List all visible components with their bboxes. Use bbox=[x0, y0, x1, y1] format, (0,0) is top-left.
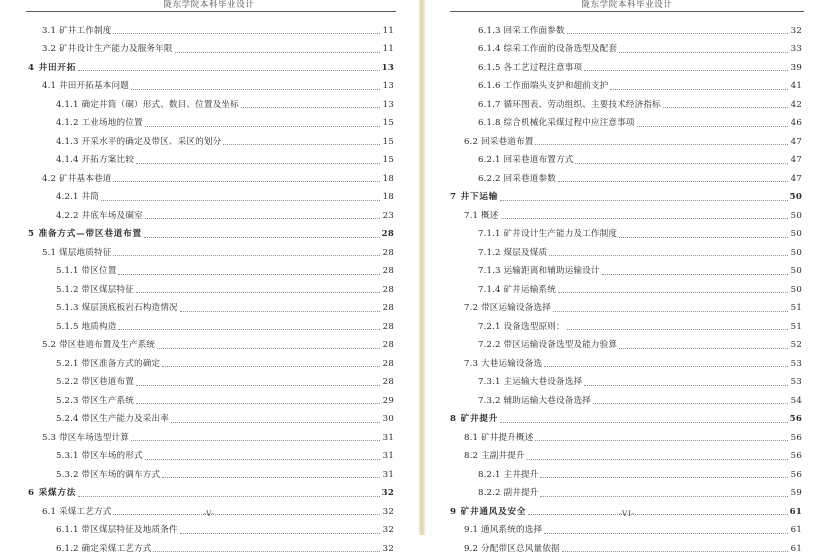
toc-entry[interactable] bbox=[28, 74, 394, 93]
toc-leader-dots bbox=[567, 328, 788, 330]
toc-entry[interactable] bbox=[28, 370, 394, 389]
toc-leader-dots bbox=[535, 143, 788, 145]
toc-leader-dots bbox=[145, 125, 380, 127]
toc-entry[interactable] bbox=[28, 388, 394, 407]
toc-leader-dots bbox=[544, 365, 788, 367]
toc-entry-page-number: 31 bbox=[382, 432, 394, 443]
toc-entry-page-number: 47 bbox=[790, 155, 802, 165]
toc-entry[interactable] bbox=[450, 370, 802, 389]
toc-entry[interactable] bbox=[28, 333, 394, 352]
toc-entry-page-number: 28 bbox=[381, 229, 394, 239]
toc-entry-title: 6.1.1 带区煤层特征及地质条件 bbox=[56, 525, 178, 535]
toc-entry-page-number: 51 bbox=[790, 321, 802, 332]
toc-entry-title: 7.1.1 矿井设计生产能力及工作制度 bbox=[478, 229, 618, 239]
toc-entry-title: 5.2 带区巷道布置及生产系统 bbox=[42, 340, 156, 350]
toc-entry-title: 8.2.2 副井提升 bbox=[478, 488, 539, 498]
toc-leader-dots bbox=[153, 550, 380, 552]
toc-leader-dots bbox=[223, 143, 380, 145]
toc-entry[interactable] bbox=[450, 148, 802, 167]
toc-entry-page-number: 28 bbox=[382, 340, 394, 350]
toc-entry-title: 5.1.2 带区煤层特征 bbox=[56, 284, 134, 295]
toc-entry-page-number: 11 bbox=[382, 44, 394, 54]
toc-entry-title: 7.2 带区运输设备选择 bbox=[464, 303, 551, 313]
toc-leader-dots bbox=[162, 365, 380, 367]
toc-entry-title: 6.1.4 综采工作面的设备选型及配套 bbox=[478, 44, 618, 54]
toc-leader-dots bbox=[540, 495, 788, 497]
toc-entry[interactable] bbox=[28, 259, 394, 278]
toc-entry-title: 7.1 概述 bbox=[464, 210, 499, 221]
toc-entry-page-number: 51 bbox=[790, 303, 802, 313]
toc-entry-title: 6 采煤方法 bbox=[28, 488, 77, 498]
toc-entry-title: 6.1.6 工作面端头支护和超前支护 bbox=[478, 81, 609, 91]
toc-entry-title: 7.2.2 带区运输设备选型及能力验算 bbox=[478, 340, 618, 350]
toc-entry[interactable] bbox=[450, 111, 802, 130]
header-rule-left bbox=[26, 11, 396, 12]
toc-leader-dots bbox=[540, 476, 788, 478]
toc-entry-title: 4.2.1 井筒 bbox=[56, 192, 99, 202]
toc-leader-dots bbox=[558, 291, 788, 293]
toc-leader-dots bbox=[593, 402, 788, 404]
toc-entry[interactable] bbox=[28, 296, 394, 315]
toc-leader-dots bbox=[136, 402, 380, 404]
toc-entry[interactable] bbox=[450, 18, 802, 37]
toc-entry-page-number: 32 bbox=[382, 506, 394, 517]
toc-entry-title: 8.2 主副井提升 bbox=[464, 451, 525, 461]
toc-entry-page-number: 15 bbox=[382, 136, 394, 147]
toc-entry-page-number: 50 bbox=[790, 247, 802, 258]
toc-entry-page-number: 47 bbox=[790, 136, 802, 147]
toc-leader-dots bbox=[562, 550, 788, 552]
toc-leader-dots bbox=[101, 199, 380, 201]
toc-leader-dots bbox=[619, 236, 788, 238]
toc-entry-page-number: 13 bbox=[382, 81, 394, 91]
toc-leader-dots bbox=[180, 310, 380, 312]
toc-entry[interactable] bbox=[28, 111, 394, 130]
toc-entry-title: 5.3 带区车场选型计算 bbox=[42, 432, 129, 443]
toc-entry-title: 4.1 井田开拓基本问题 bbox=[42, 81, 129, 91]
toc-leader-dots bbox=[144, 236, 380, 238]
toc-leader-dots bbox=[145, 458, 380, 460]
toc-entry-page-number: 13 bbox=[381, 62, 394, 73]
toc-list-left bbox=[0, 18, 418, 555]
header-rule-right bbox=[450, 11, 804, 12]
toc-leader-dots bbox=[500, 199, 787, 201]
toc-entry-page-number: 30 bbox=[382, 414, 394, 424]
toc-entry[interactable] bbox=[450, 166, 802, 185]
toc-entry-page-number: 50 bbox=[789, 192, 802, 202]
toc-entry-page-number: 32 bbox=[382, 525, 394, 535]
toc-entry-title: 6.1.2 确定采煤工艺方式 bbox=[56, 543, 152, 554]
toc-entry[interactable] bbox=[28, 55, 394, 74]
toc-entry-title: 5.1.3 煤层顶底板岩石构造情况 bbox=[56, 303, 178, 313]
toc-entry-title: 7 井下运输 bbox=[450, 192, 499, 202]
toc-leader-dots bbox=[131, 88, 380, 90]
toc-leader-dots bbox=[136, 291, 380, 293]
toc-entry-page-number: 28 bbox=[382, 303, 394, 313]
toc-entry[interactable] bbox=[28, 351, 394, 370]
toc-entry[interactable] bbox=[450, 333, 802, 352]
toc-entry-title: 5.2.4 带区生产能力及采出率 bbox=[56, 414, 169, 424]
toc-entry-title: 7.1.4 矿井运输系统 bbox=[478, 284, 556, 295]
toc-entry[interactable] bbox=[450, 407, 802, 426]
toc-entry-title: 3.2 矿井设计生产能力及服务年限 bbox=[42, 44, 173, 54]
toc-leader-dots bbox=[136, 384, 380, 386]
toc-entry-title: 6.1 采煤工艺方式 bbox=[42, 506, 112, 517]
toc-entry-page-number: 15 bbox=[382, 155, 394, 165]
toc-entry-title: 7.3.2 辅助运输大巷设备选择 bbox=[478, 395, 591, 406]
toc-entry-page-number: 33 bbox=[790, 44, 802, 54]
toc-entry-title: 5.1.1 带区位置 bbox=[56, 266, 117, 276]
toc-entry-page-number: 28 bbox=[382, 247, 394, 258]
toc-entry-title: 5.3.2 带区车场的调车方式 bbox=[56, 469, 161, 480]
toc-entry[interactable] bbox=[28, 277, 394, 296]
toc-entry[interactable] bbox=[28, 444, 394, 463]
toc-entry-page-number: 56 bbox=[789, 414, 802, 424]
toc-entry-page-number: 50 bbox=[790, 210, 802, 221]
toc-entry-title: 7.3 大巷运输设备选 bbox=[464, 358, 543, 369]
toc-entry-page-number: 31 bbox=[382, 469, 394, 480]
page-folio-left: -V- bbox=[203, 509, 215, 518]
toc-entry-page-number: 46 bbox=[790, 118, 802, 128]
toc-leader-dots bbox=[157, 347, 380, 349]
toc-entry-page-number: 31 bbox=[382, 451, 394, 461]
toc-entry-title: 7.1.3 运输距离和辅助运输设计 bbox=[478, 266, 600, 276]
toc-entry-title: 9.2 分配带区总风量依据 bbox=[464, 543, 560, 554]
toc-entry-page-number: 56 bbox=[790, 432, 802, 443]
toc-entry-page-number: 56 bbox=[790, 451, 802, 461]
toc-entry-title: 6.1.5 各工艺过程注意事项 bbox=[478, 62, 583, 73]
toc-entry-title: 5.2.1 带区准备方式的确定 bbox=[56, 358, 161, 369]
toc-leader-dots bbox=[162, 476, 380, 478]
toc-entry-page-number: 28 bbox=[382, 321, 394, 332]
toc-entry-page-number: 32 bbox=[381, 488, 394, 498]
toc-entry[interactable] bbox=[28, 185, 394, 204]
toc-entry-page-number: 61 bbox=[789, 506, 802, 517]
toc-entry-page-number: 18 bbox=[382, 192, 394, 202]
page-right bbox=[426, 0, 828, 554]
toc-entry-page-number: 54 bbox=[790, 395, 802, 406]
running-head-right: 陇东学院本科毕业设计 bbox=[581, 0, 673, 10]
toc-entry[interactable] bbox=[28, 536, 394, 555]
toc-entry-title: 5.1.5 地质构造 bbox=[56, 321, 117, 332]
toc-leader-dots bbox=[500, 421, 787, 423]
toc-entry[interactable] bbox=[450, 37, 802, 56]
toc-entry-title: 7.3.1 主运输大巷设备选择 bbox=[478, 377, 583, 387]
toc-entry[interactable] bbox=[450, 314, 802, 333]
toc-entry-page-number: 32 bbox=[790, 25, 802, 36]
toc-leader-dots bbox=[549, 254, 788, 256]
toc-entry-page-number: 13 bbox=[382, 99, 394, 110]
toc-leader-dots bbox=[619, 51, 788, 53]
toc-entry-page-number: 42 bbox=[790, 99, 802, 110]
toc-entry[interactable] bbox=[28, 92, 394, 111]
toc-entry-title: 4.1.2 工业场地的位置 bbox=[56, 118, 143, 128]
toc-entry-page-number: 28 bbox=[382, 266, 394, 276]
toc-leader-dots bbox=[118, 273, 380, 275]
toc-entry-page-number: 39 bbox=[790, 62, 802, 73]
page-gutter-divider bbox=[418, 0, 426, 535]
toc-entry-title: 6.2.2 回采巷道参数 bbox=[478, 173, 556, 184]
toc-entry[interactable] bbox=[450, 92, 802, 111]
toc-entry-title: 6.1.7 循环图表、劳动组织、主要技术经济指标 bbox=[478, 99, 661, 110]
toc-leader-dots bbox=[602, 273, 788, 275]
toc-entry[interactable] bbox=[450, 55, 802, 74]
toc-entry-title: 5.2.3 带区生产系统 bbox=[56, 395, 134, 406]
toc-entry[interactable] bbox=[450, 388, 802, 407]
toc-leader-dots bbox=[113, 32, 380, 34]
toc-entry-page-number: 53 bbox=[790, 377, 802, 387]
toc-entry[interactable] bbox=[28, 18, 394, 37]
toc-entry-title: 5.2.2 带区巷道布置 bbox=[56, 377, 134, 387]
toc-leader-dots bbox=[610, 88, 788, 90]
toc-entry[interactable] bbox=[28, 240, 394, 259]
toc-leader-dots bbox=[535, 439, 788, 441]
toc-entry[interactable] bbox=[28, 425, 394, 444]
toc-entry[interactable] bbox=[28, 166, 394, 185]
toc-entry[interactable] bbox=[450, 185, 802, 204]
toc-leader-dots bbox=[118, 328, 380, 330]
toc-leader-dots bbox=[131, 439, 380, 441]
toc-entry-title: 6.2.1 回采巷道布置方式 bbox=[478, 155, 574, 165]
toc-entry[interactable] bbox=[28, 481, 394, 500]
toc-entry[interactable] bbox=[450, 462, 802, 481]
toc-entry[interactable] bbox=[450, 536, 802, 555]
toc-entry[interactable] bbox=[450, 277, 802, 296]
toc-entry[interactable] bbox=[450, 74, 802, 93]
toc-entry-title: 8 矿井提升 bbox=[450, 414, 499, 424]
toc-entry-title: 5.1 煤层地质特征 bbox=[42, 247, 112, 258]
toc-entry[interactable] bbox=[450, 296, 802, 315]
toc-entry-page-number: 28 bbox=[382, 377, 394, 387]
toc-entry-title: 7.1.2 煤层及煤质 bbox=[478, 247, 548, 258]
toc-entry-page-number: 41 bbox=[790, 81, 802, 91]
toc-leader-dots bbox=[241, 106, 380, 108]
toc-entry-title: 6.1.8 综合机械化采煤过程中应注意事项 bbox=[478, 118, 635, 128]
toc-leader-dots bbox=[637, 125, 788, 127]
toc-leader-dots bbox=[180, 532, 380, 534]
toc-entry-page-number: 50 bbox=[790, 229, 802, 239]
toc-entry[interactable] bbox=[28, 407, 394, 426]
toc-entry-page-number: 28 bbox=[382, 284, 394, 295]
toc-leader-dots bbox=[663, 106, 788, 108]
toc-leader-dots bbox=[575, 162, 788, 164]
toc-leader-dots bbox=[78, 495, 379, 497]
toc-entry[interactable] bbox=[450, 259, 802, 278]
toc-entry[interactable] bbox=[450, 351, 802, 370]
toc-leader-dots bbox=[619, 347, 788, 349]
toc-leader-dots bbox=[553, 310, 788, 312]
toc-entry-title: 7.2.1 设备选型原则： bbox=[478, 321, 565, 332]
toc-entry[interactable] bbox=[450, 203, 802, 222]
toc-entry[interactable] bbox=[450, 518, 802, 537]
toc-leader-dots bbox=[171, 421, 380, 423]
toc-leader-dots bbox=[544, 532, 788, 534]
toc-entry[interactable] bbox=[450, 444, 802, 463]
toc-entry-page-number: 18 bbox=[382, 173, 394, 184]
toc-entry[interactable] bbox=[450, 240, 802, 259]
toc-entry[interactable] bbox=[450, 481, 802, 500]
toc-entry[interactable] bbox=[450, 425, 802, 444]
toc-entry-title: 8.2.1 主井提升 bbox=[478, 469, 539, 480]
toc-entry-page-number: 61 bbox=[790, 543, 802, 554]
toc-entry-title: 4.1.3 开采水平的确定及带区、采区的划分 bbox=[56, 136, 222, 147]
toc-entry[interactable] bbox=[28, 37, 394, 56]
toc-entry-page-number: 61 bbox=[790, 525, 802, 535]
toc-entry[interactable] bbox=[28, 314, 394, 333]
toc-entry-title: 9.1 通风系统的选择 bbox=[464, 525, 543, 535]
toc-leader-dots bbox=[145, 217, 380, 219]
toc-entry-page-number: 59 bbox=[790, 488, 802, 498]
toc-entry-page-number: 23 bbox=[382, 210, 394, 221]
toc-leader-dots bbox=[78, 69, 379, 71]
toc-entry[interactable] bbox=[28, 129, 394, 148]
toc-leader-dots bbox=[584, 69, 788, 71]
toc-leader-dots bbox=[527, 458, 788, 460]
toc-leader-dots bbox=[136, 162, 380, 164]
toc-entry-page-number: 28 bbox=[382, 358, 394, 369]
toc-entry-page-number: 53 bbox=[790, 358, 802, 369]
running-head-left: 陇东学院本科毕业设计 bbox=[163, 0, 255, 10]
toc-leader-dots bbox=[113, 254, 380, 256]
toc-entry-page-number: 50 bbox=[790, 266, 802, 276]
toc-leader-dots bbox=[113, 180, 380, 182]
toc-entry-title: 9 矿井通风及安全 bbox=[450, 506, 527, 517]
toc-entry[interactable] bbox=[28, 148, 394, 167]
toc-entry[interactable] bbox=[28, 518, 394, 537]
toc-entry-page-number: 11 bbox=[382, 25, 394, 36]
toc-entry[interactable] bbox=[450, 129, 802, 148]
toc-leader-dots bbox=[558, 180, 788, 182]
toc-entry-page-number: 52 bbox=[790, 340, 802, 350]
toc-entry-title: 4 井田开拓 bbox=[28, 62, 77, 73]
toc-entry-page-number: 50 bbox=[790, 284, 802, 295]
toc-entry-title: 4.2 矿井基本巷道 bbox=[42, 173, 112, 184]
toc-entry-title: 8.1 矿井提升概述 bbox=[464, 432, 534, 443]
toc-leader-dots bbox=[501, 217, 789, 219]
toc-entry[interactable] bbox=[450, 222, 802, 241]
toc-entry-title: 4.1.1 确定井筒（硐）形式、数目、位置及坐标 bbox=[56, 99, 239, 110]
toc-entry[interactable] bbox=[28, 222, 394, 241]
toc-entry-page-number: 29 bbox=[382, 395, 394, 406]
toc-entry-title: 5.3.1 带区车场的形式 bbox=[56, 451, 143, 461]
toc-entry-title: 3.1 矿井工作制度 bbox=[42, 25, 112, 36]
toc-entry-page-number: 32 bbox=[382, 543, 394, 554]
toc-entry-page-number: 47 bbox=[790, 173, 802, 184]
toc-leader-dots bbox=[567, 32, 788, 34]
toc-leader-dots bbox=[584, 384, 788, 386]
toc-entry-title: 4.2.2 井底车场及硐室 bbox=[56, 210, 143, 221]
toc-entry-title: 4.1.4 开拓方案比较 bbox=[56, 155, 134, 165]
toc-entry[interactable] bbox=[28, 462, 394, 481]
toc-entry-page-number: 56 bbox=[790, 469, 802, 480]
toc-leader-dots bbox=[175, 51, 380, 53]
toc-entry-page-number: 15 bbox=[382, 118, 394, 128]
toc-entry-title: 6.1.3 回采工作面参数 bbox=[478, 25, 565, 36]
toc-entry-title: 6.2 回采巷道布置 bbox=[464, 136, 534, 147]
toc-entry-title: 5 准备方式—带区巷道布置 bbox=[28, 229, 142, 239]
toc-list-right bbox=[426, 18, 828, 555]
toc-entry[interactable] bbox=[28, 203, 394, 222]
page-folio-right: -VI- bbox=[619, 509, 635, 518]
